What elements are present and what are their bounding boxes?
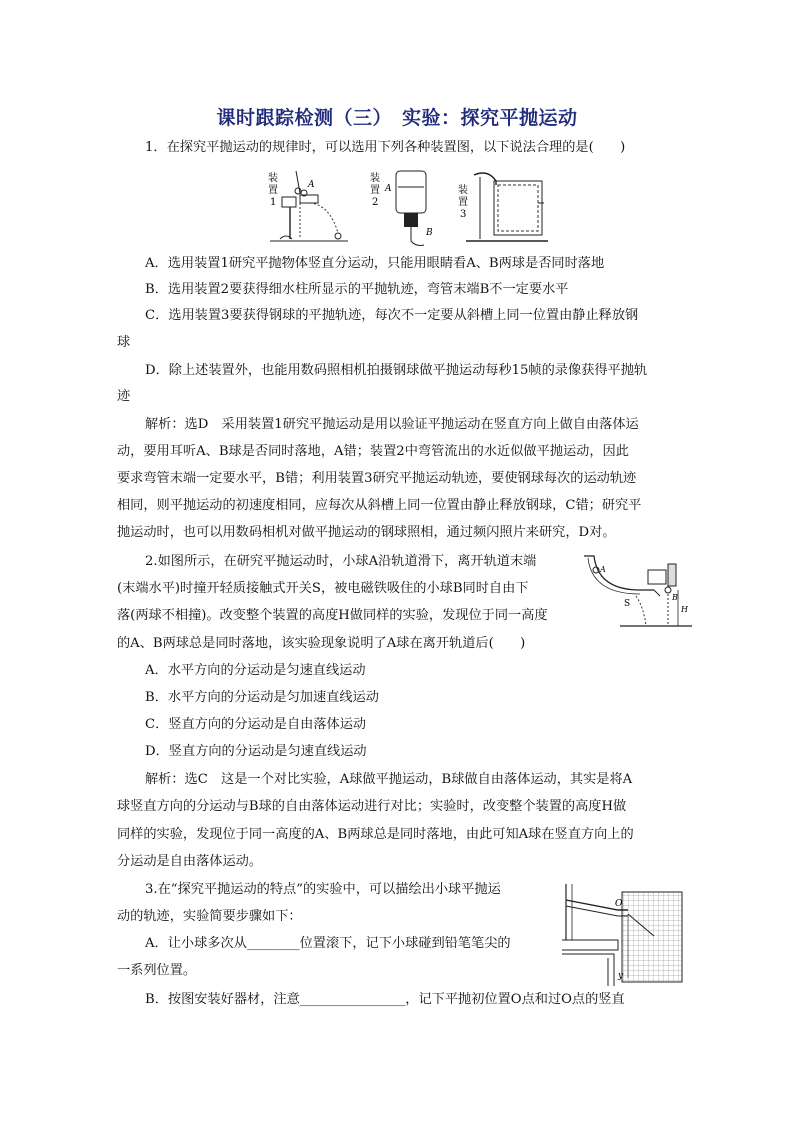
device2-label-b: B <box>426 228 433 238</box>
q2-analysis-line-4: 分运动是自由落体运动。 <box>117 854 263 869</box>
q2-stem-line-3: 落(两球不相撞)。改变整个装置的高度H做同样的实验，发现位于同一高度 <box>117 608 548 623</box>
q1-option-d: D．除上述装置外，也能用数码照相机拍摄钢球做平抛运动每秒15帧的录像获得平抛轨 <box>145 363 648 378</box>
device2-label-2: 置 <box>370 185 380 196</box>
q3-apparatus-figure <box>558 880 684 988</box>
device3-diagram <box>458 173 548 241</box>
q3-stem-line-1: 3.在“探究平抛运动的特点”的实验中，可以描绘出小球平抛运 <box>145 882 501 897</box>
device1-label-2: 置 <box>268 185 278 196</box>
q1-option-b: B．选用装置2要获得细水柱所显示的平抛轨迹，弯管末端B不一定要水平 <box>145 282 569 297</box>
q3-label-o: O <box>615 899 623 909</box>
device1-diagram <box>268 171 348 241</box>
q3-step-a-cont: 一系列位置。 <box>117 963 197 978</box>
q1-option-c: C．选用装置3要获得钢球的平抛轨迹，每次不一定要从斜槽上同一位置由静止释放钢 <box>145 308 639 323</box>
q2-apparatus-figure <box>580 550 694 630</box>
q3-label-y: y <box>618 971 624 981</box>
q1-stem: 1．在探究平抛运动的规律时，可以选用下列各种装置图，以下说法合理的是( ) <box>145 140 626 155</box>
q3-step-a: A．让小球多次从________位置滚下，记下小球碰到铅笔笔尖的 <box>145 936 511 951</box>
q2-label-b: B <box>672 593 678 602</box>
q1-analysis-line-3: 要求弯管末端一定要水平，B错；利用装置3研究平抛运动轨迹，要使钢球每次的运动轨迹 <box>117 471 637 486</box>
q1-analysis-line-4: 相同，则平抛运动的初速度相同，应每次从斜槽上同一位置由静止释放钢球，C错；研究平 <box>117 498 642 513</box>
q3-step-b: B．按图安装好器材，注意________________，记下平抛初位置O点和过O点的竖直 <box>145 992 625 1007</box>
q2-option-d: D．竖直方向的分运动是匀速直线运动 <box>145 744 367 759</box>
q1-option-c-cont: 球 <box>117 335 131 350</box>
device2-label-a: A <box>385 184 392 194</box>
q1-analysis-line-5: 抛运动时，也可以用数码相机对做平抛运动的钢球照相，通过频闪照片来研究，D对。 <box>117 525 616 540</box>
q1-apparatus-figure <box>0 163 794 263</box>
page-title: 课时跟踪检测（三） 实验：探究平抛运动 <box>216 107 578 129</box>
q2-option-a: A．水平方向的分运动是匀速直线运动 <box>145 663 366 678</box>
q2-option-b: B．水平方向的分运动是匀加速直线运动 <box>145 690 379 705</box>
device3-label-1: 装 <box>458 185 468 196</box>
q1-analysis-line-2: 动，要用耳听A、B球是否同时落地，A错；装置2中弯管流出的水近似做平抛运动，因此 <box>117 444 629 459</box>
q1-option-d-cont: 迹 <box>117 389 131 404</box>
q2-label-a: A <box>600 565 606 574</box>
device1-label-3: 1 <box>270 197 277 208</box>
q1-analysis-line-1: 解析：选D 采用装置1研究平抛运动是用以验证平抛运动在竖直方向上做自由落体运 <box>145 417 639 432</box>
q2-stem-line-4: 的A、B两球总是同时落地，该实验现象说明了A球在离开轨道后( ) <box>117 636 526 651</box>
q2-analysis-line-1: 解析：选C 这是一个对比实验，A球做平抛运动，B球做自由落体运动，其实是将A <box>145 772 633 787</box>
q2-option-c: C．竖直方向的分运动是自由落体运动 <box>145 717 367 732</box>
q2-analysis-line-3: 同样的实验，发现位于同一高度的A、B两球总是同时落地，由此可知A球在竖直方向上的 <box>117 827 634 842</box>
device2-label-3: 2 <box>372 197 379 208</box>
device1-label-1: 装 <box>268 173 278 184</box>
q2-label-h: H <box>681 605 688 614</box>
q2-label-s: S <box>624 599 631 609</box>
q2-stem-line-2: (末端水平)时撞开轻质接触式开关S，被电磁铁吸住的小球B同时自由下 <box>117 581 529 596</box>
device2-diagram <box>370 171 433 246</box>
q2-stem-line-1: 2.如图所示，在研究平抛运动时，小球A沿轨道滑下，离开轨道末端 <box>145 554 537 569</box>
q2-analysis-line-2: 球竖直方向的分运动与B球的自由落体运动进行对比；实验时，改变整个装置的高度H做 <box>117 799 627 814</box>
device1-label-a: A <box>308 180 315 190</box>
device2-label-1: 装 <box>370 173 380 184</box>
device3-label-2: 置 <box>458 197 468 208</box>
q3-stem-line-2: 动的轨迹，实验简要步骤如下： <box>117 909 302 924</box>
device3-label-3: 3 <box>460 209 467 220</box>
q1-option-a: A．选用装置1研究平抛物体竖直分运动，只能用眼睛看A、B两球是否同时落地 <box>145 256 605 271</box>
